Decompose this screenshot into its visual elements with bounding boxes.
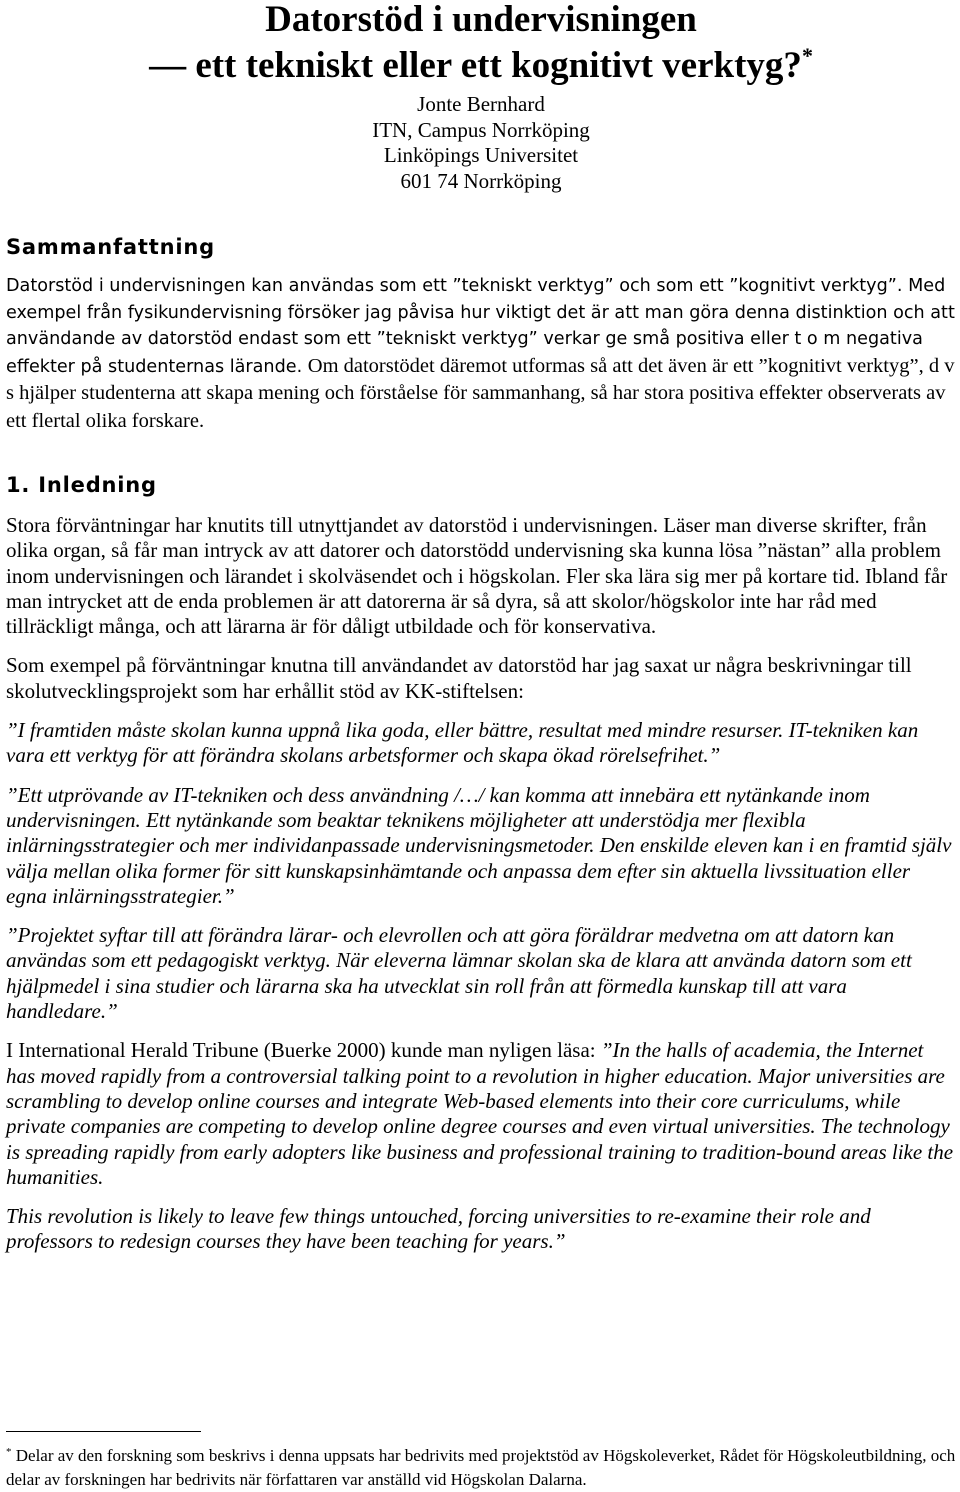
abstract-rest: Med exempel från fysikundervisning försöker jag påvisa hur viktigt det är att man göra denna distinktion och att användande av datorstöd endast som ett ”tekniskt verktyg” verkar ge små positiva eller t o m negativa effekter på studenternas lärande. — [6, 276, 955, 377]
author-university: Linköpings Universitet — [383, 143, 579, 167]
title-line-1: Datorstöd i undervisningen — [265, 0, 697, 40]
abstract-heading: Sammanfattning — [6, 235, 215, 259]
title-line-2 — [6, 38, 956, 84]
quote-3: ”Projektet syftar till att förändra lärar- och elevrollen och att göra föräldrar medvetna om att datorn kan användas som ett pedagogiskt verktyg. När eleverna lämnar skolan ska de klara att använda datorn som ett hjälpmedel i sina studier och lärarna ska ha utvecklat sin roll från att förmedla kunskap till att vara handledare.” — [6, 923, 912, 1024]
footnote-divider — [6, 1431, 201, 1432]
section-heading-inledning: 1. Inledning — [6, 473, 157, 497]
page — [6, 0, 956, 1255]
intro-paragraph-3 — [6, 1038, 956, 1190]
paper-title — [6, 2, 956, 84]
abstract-paragraph — [6, 273, 956, 435]
author-address: 601 74 Norrköping — [400, 168, 562, 193]
intro-paragraph-1: Stora förväntningar har knutits till utnyttjandet av datorstöd i undervisningen. Läser man diverse skrifter, från olika organ, så får man intryck av att datorer och datorstödd undervisning ska kunna lösa ”nästan” alla problem inom undervisningen och lärandet i skolväsendet och i högskolan. Fler ska lära sig mer på kortare tid. Ibland får man intrycket att de enda problemen är att datorerna är så dyra, så att skolor/högskolor inte har råd med tillräckligt många, och att lärarna är för dåligt utbildade och för konservativa. — [6, 513, 948, 639]
quote-2: ”Ett utprövande av IT-tekniken och dess användning /…/ kan komma att innebära ett nytänkande inom undervisningen. Ett nytänkande som beaktar teknikens möjligheter att understödja mer flexibla inlärningsstrategier och mer individanpassade undervisningsmetoder. Den enskilde eleven kan i en framtid själv välja mellan olika former för sitt kunskapsinhämtande och anpassa dem efter sin aktuella livssituation eller egna inlärningsstrategier.” — [6, 782, 952, 908]
title-line-2-text: — ett tekniskt eller ett kognitivt verktyg? — [149, 45, 802, 86]
footnote-marker: * — [6, 1446, 12, 1458]
title-footnote-marker: * — [801, 43, 813, 68]
ihd-intro-text: I International Herald Tribune (Buerke 2000) kunde man nyligen läsa: — [6, 1038, 601, 1063]
abstract-serif-part: Om datorstödet däremot utformas så att det även är ett ”kognitivt verktyg”, d v s hjälper studenterna att skapa mening och förståelse för sammanhang, så har stora positiva effekter observerats av ett flertal olika forskare. — [6, 354, 955, 432]
intro-paragraph-4: This revolution is likely to leave few things untouched, forcing universities to re-examine their role and professors to redesign courses they have been teaching for years.” — [6, 1204, 871, 1254]
intro-paragraph-2: Som exempel på förväntningar knutna till användandet av datorstöd har jag saxat ur några beskrivningar till skolutvecklingsprojekt som har erhållit stöd av KK-stiftelsen: — [6, 653, 912, 703]
quote-1: ”I framtiden måste skolan kunna uppnå lika goda, eller bättre, resultat med mindre resurser. IT-tekniken kan vara ett verktyg för att förändra skolans arbetsformer och skapa ökad rörelsefrihet.” — [6, 718, 919, 768]
author-name: Jonte Bernhard — [417, 92, 545, 116]
ihd-quote-text: ”In the halls of academia, the Internet has moved rapidly from a controversial talking point to a revolution in higher education. Major universities are scrambling to develop online courses and integrate Web-based elements into their core curriculums, while private companies are competing to develop online degree courses and even virtual universities. The technology is spreading rapidly from early adopters like business and professional training to tradition-bound areas like the humanities. — [6, 1038, 954, 1189]
footnote — [6, 1440, 956, 1492]
footnote-text: Delar av den forskning som beskrivs i denna uppsats har bedrivits med projektstöd av Högskoleverket, Rådet för Högskoleutbildning, och delar av forskningen har bedrivits när författaren var anställd vid Högskolan Dalarna. — [6, 1446, 956, 1489]
abstract-line-1: Datorstöd i undervisningen kan användas som ett ”tekniskt verktyg” och som ett ”kognitivt verktyg”. — [6, 276, 903, 296]
author-block — [6, 92, 956, 194]
author-dept: ITN, Campus Norrköping — [372, 117, 590, 142]
